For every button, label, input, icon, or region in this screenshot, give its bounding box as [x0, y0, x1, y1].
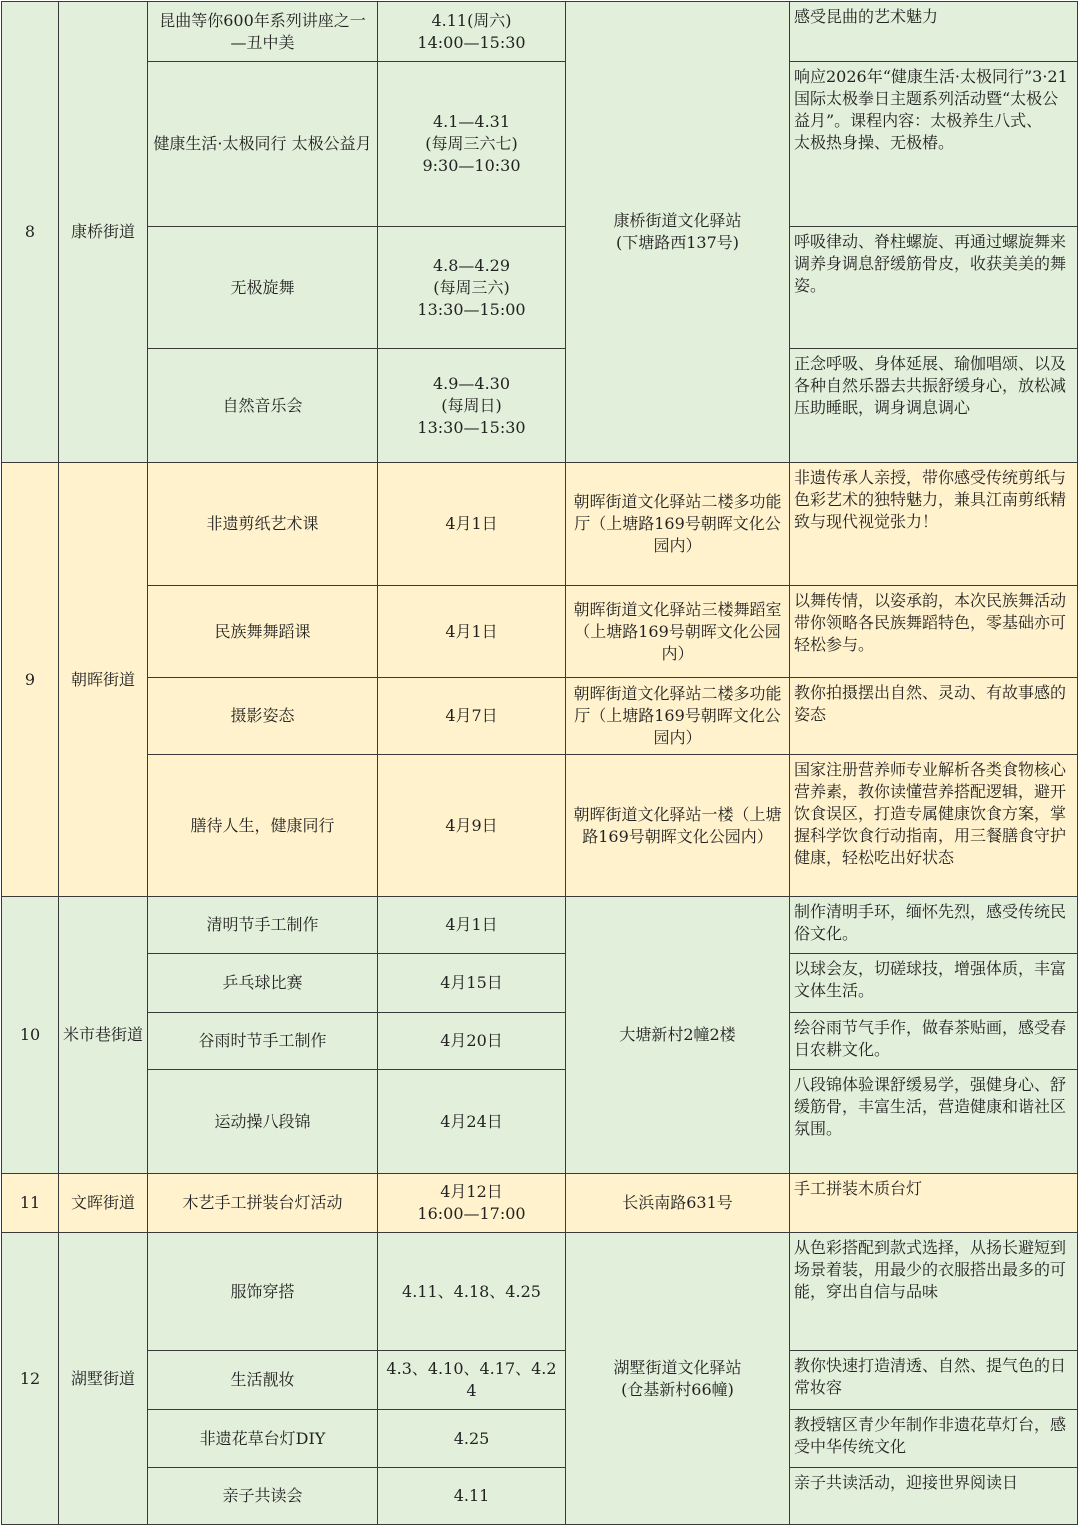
- activity-name: 清明节手工制作: [148, 897, 378, 954]
- activity-name: 膳待人生，健康同行: [148, 755, 378, 897]
- activity-description: 教你快速打造清透、自然、提气色的日常妆容: [790, 1351, 1078, 1410]
- table-row: [2, 755, 1078, 897]
- activity-venue: 朝晖街道文化驿站二楼多功能厅（上塘路169号朝晖文化公园内）: [566, 678, 790, 755]
- row-number: 8: [2, 2, 59, 463]
- activity-venue: 大塘新村2幢2楼: [566, 897, 790, 1174]
- activity-description: 国家注册营养师专业解析各类食物核心营养素，教你读懂营养搭配逻辑，避开饮食误区，打造专属健康饮食方案，掌握科学饮食行动指南，用三餐膳食守护健康，轻松吃出好状态: [790, 755, 1078, 897]
- activity-venue: 朝晖街道文化驿站一楼（上塘路169号朝晖文化公园内）: [566, 755, 790, 897]
- activity-time: 4月12日 16:00—17:00: [378, 1174, 566, 1233]
- table-row: [2, 349, 1078, 463]
- street-name: 米市巷街道: [59, 897, 148, 1174]
- activity-name: 亲子共读会: [148, 1468, 378, 1525]
- activity-time: 4.8—4.29 (每周三六) 13:30—15:00: [378, 227, 566, 349]
- activity-time: 4月24日: [378, 1070, 566, 1174]
- street-name: 文晖街道: [59, 1174, 148, 1233]
- activity-name: 运动操八段锦: [148, 1070, 378, 1174]
- table-row: [2, 678, 1078, 755]
- activity-time: 4.9—4.30 (每周日) 13:30—15:30: [378, 349, 566, 463]
- table-row: [2, 1468, 1078, 1525]
- activity-name: 谷雨时节手工制作: [148, 1013, 378, 1070]
- table-row: [2, 897, 1078, 954]
- activity-time: 4.1—4.31 (每周三六七) 9:30—10:30: [378, 62, 566, 227]
- street-name: 朝晖街道: [59, 463, 148, 897]
- table-row: [2, 1174, 1078, 1233]
- activity-name: 非遗剪纸艺术课: [148, 463, 378, 586]
- activity-time: 4月1日: [378, 586, 566, 678]
- activity-venue: 湖墅街道文化驿站 (仓基新村66幢): [566, 1233, 790, 1525]
- activity-description: 制作清明手环，缅怀先烈，感受传统民俗文化。: [790, 897, 1078, 954]
- activity-name: 昆曲等你600年系列讲座之一—丑中美: [148, 2, 378, 62]
- activity-description: 感受昆曲的艺术魅力: [790, 2, 1078, 62]
- activity-name: 乒乓球比赛: [148, 954, 378, 1013]
- activity-time: 4月1日: [378, 463, 566, 586]
- table-row: [2, 2, 1078, 62]
- activity-description: 教授辖区青少年制作非遗花草灯台，感受中华传统文化: [790, 1410, 1078, 1468]
- activity-description: 呼吸律动、脊柱螺旋、再通过螺旋舞来调养身调息舒缓筋骨皮，收获美美的舞姿。: [790, 227, 1078, 349]
- activity-name: 木艺手工拼装台灯活动: [148, 1174, 378, 1233]
- activity-description: 非遗传承人亲授，带你感受传统剪纸与色彩艺术的独特魅力，兼具江南剪纸精致与现代视觉张力！: [790, 463, 1078, 586]
- activity-venue: 康桥街道文化驿站 (下塘路西137号): [566, 2, 790, 463]
- street-name: 湖墅街道: [59, 1233, 148, 1525]
- activity-time: 4.11: [378, 1468, 566, 1525]
- activity-name: 无极旋舞: [148, 227, 378, 349]
- activity-description: 正念呼吸、身体延展、瑜伽唱颂、以及各种自然乐器去共振舒缓身心，放松减压助睡眠，调身调息调心: [790, 349, 1078, 463]
- activity-name: 民族舞舞蹈课: [148, 586, 378, 678]
- activity-name: 摄影姿态: [148, 678, 378, 755]
- street-name: 康桥街道: [59, 2, 148, 463]
- activity-name: 生活靓妆: [148, 1351, 378, 1410]
- activity-schedule-table: [1, 1, 1078, 1525]
- table-row: [2, 62, 1078, 227]
- activity-time: 4月7日: [378, 678, 566, 755]
- activity-description: 绘谷雨节气手作，做春茶贴画，感受春日农耕文化。: [790, 1013, 1078, 1070]
- table-row: [2, 1070, 1078, 1174]
- activity-description: 八段锦体验课舒缓易学，强健身心、舒缓筋骨，丰富生活，营造健康和谐社区氛围。: [790, 1070, 1078, 1174]
- table-row: [2, 227, 1078, 349]
- row-number: 10: [2, 897, 59, 1174]
- table-row: [2, 1351, 1078, 1410]
- table-row: [2, 1233, 1078, 1351]
- activity-description: 以球会友，切磋球技，增强体质，丰富文体生活。: [790, 954, 1078, 1013]
- activity-description: 亲子共读活动，迎接世界阅读日: [790, 1468, 1078, 1525]
- activity-venue: 长浜南路631号: [566, 1174, 790, 1233]
- activity-time: 4月1日: [378, 897, 566, 954]
- table-row: [2, 954, 1078, 1013]
- activity-description: 手工拼装木质台灯: [790, 1174, 1078, 1233]
- activity-description: 响应2026年“健康生活·太极同行”3·21国际太极拳日主题系列活动暨“太极公益月”。课程内容：太极养生八式、 太极热身操、无极椿。: [790, 62, 1078, 227]
- activity-time: 4月20日: [378, 1013, 566, 1070]
- activity-description: 教你拍摄摆出自然、灵动、有故事感的姿态: [790, 678, 1078, 755]
- activity-time: 4.25: [378, 1410, 566, 1468]
- activity-time: 4月9日: [378, 755, 566, 897]
- activity-description: 以舞传情，以姿承韵，本次民族舞活动带你领略各民族舞蹈特色，零基础亦可轻松参与。: [790, 586, 1078, 678]
- table-row: [2, 586, 1078, 678]
- activity-name: 非遗花草台灯DIY: [148, 1410, 378, 1468]
- activity-name: 服饰穿搭: [148, 1233, 378, 1351]
- activity-time: 4.11(周六) 14:00—15:30: [378, 2, 566, 62]
- table-row: [2, 1410, 1078, 1468]
- activity-time: 4.11、4.18、4.25: [378, 1233, 566, 1351]
- activity-time: 4月15日: [378, 954, 566, 1013]
- activity-time: 4.3、4.10、4.17、4.24: [378, 1351, 566, 1410]
- activity-name: 健康生活·太极同行 太极公益月: [148, 62, 378, 227]
- activity-venue: 朝晖街道文化驿站三楼舞蹈室（上塘路169号朝晖文化公园内）: [566, 586, 790, 678]
- table-body: [2, 2, 1078, 1525]
- row-number: 9: [2, 463, 59, 897]
- activity-venue: 朝晖街道文化驿站二楼多功能厅（上塘路169号朝晖文化公园内）: [566, 463, 790, 586]
- activity-name: 自然音乐会: [148, 349, 378, 463]
- row-number: 12: [2, 1233, 59, 1525]
- row-number: 11: [2, 1174, 59, 1233]
- activity-description: 从色彩搭配到款式选择，从扬长避短到场景着装，用最少的衣服搭出最多的可能，穿出自信与品味: [790, 1233, 1078, 1351]
- table-row: [2, 463, 1078, 586]
- table-row: [2, 1013, 1078, 1070]
